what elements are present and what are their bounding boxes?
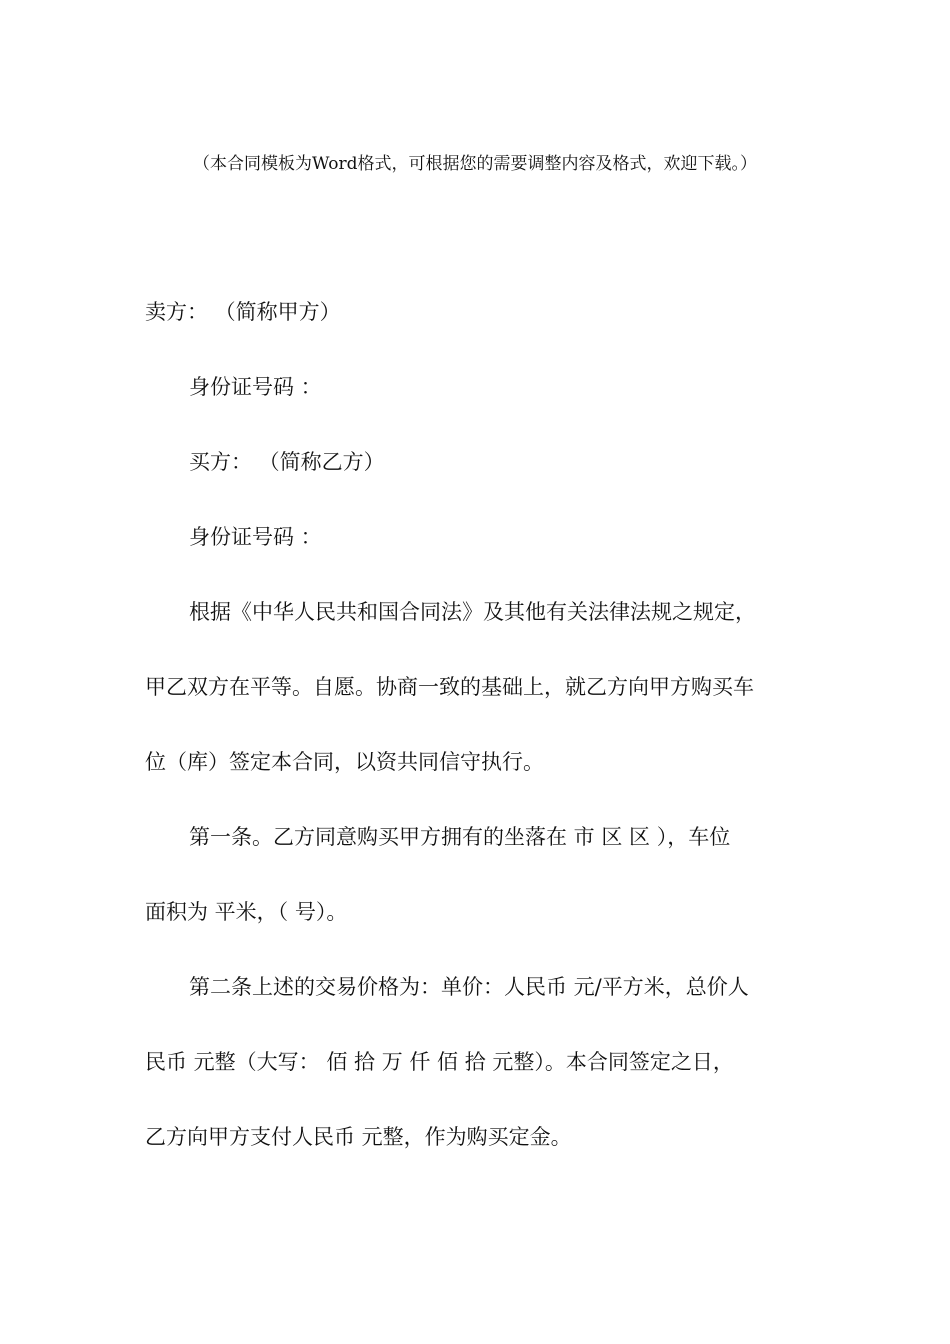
price-line: 民币 元整（大写： 佰 拾 万 仟 佰 拾 元整）。本合同签定之日， <box>145 1050 734 1074</box>
legal-basis-line: 根据《中华人民共和国合同法》及其他有关法律法规之规定， <box>189 600 756 624</box>
execution-line: 位（库）签定本合同，以资共同信守执行。 <box>145 750 544 774</box>
agreement-line: 甲乙双方在平等。自愿。协商一致的基础上，就乙方向甲方购买车 <box>145 675 754 699</box>
buyer-id-line: 身份证号码 ： <box>189 525 322 549</box>
article-one-line: 第一条。乙方同意购买甲方拥有的坐落在 市 区 区 ），车位 <box>189 825 731 849</box>
contract-body <box>145 292 810 1192</box>
article-two-line: 第二条上述的交易价格为：单价：人民币 元/平方米，总价人 <box>189 975 749 999</box>
deposit-line: 乙方向甲方支付人民币 元整，作为购买定金。 <box>145 1125 572 1149</box>
seller-id-line: 身份证号码 ： <box>189 375 322 399</box>
seller-line: 卖方： （简称甲方） <box>145 300 341 324</box>
template-note: （本合同模板为Word格式，可根据您的需要调整内容及格式，欢迎下载。） <box>192 154 758 174</box>
area-line: 面积为 平米，（ 号）。 <box>145 900 348 924</box>
buyer-line: 买方： （简称乙方） <box>189 450 385 474</box>
